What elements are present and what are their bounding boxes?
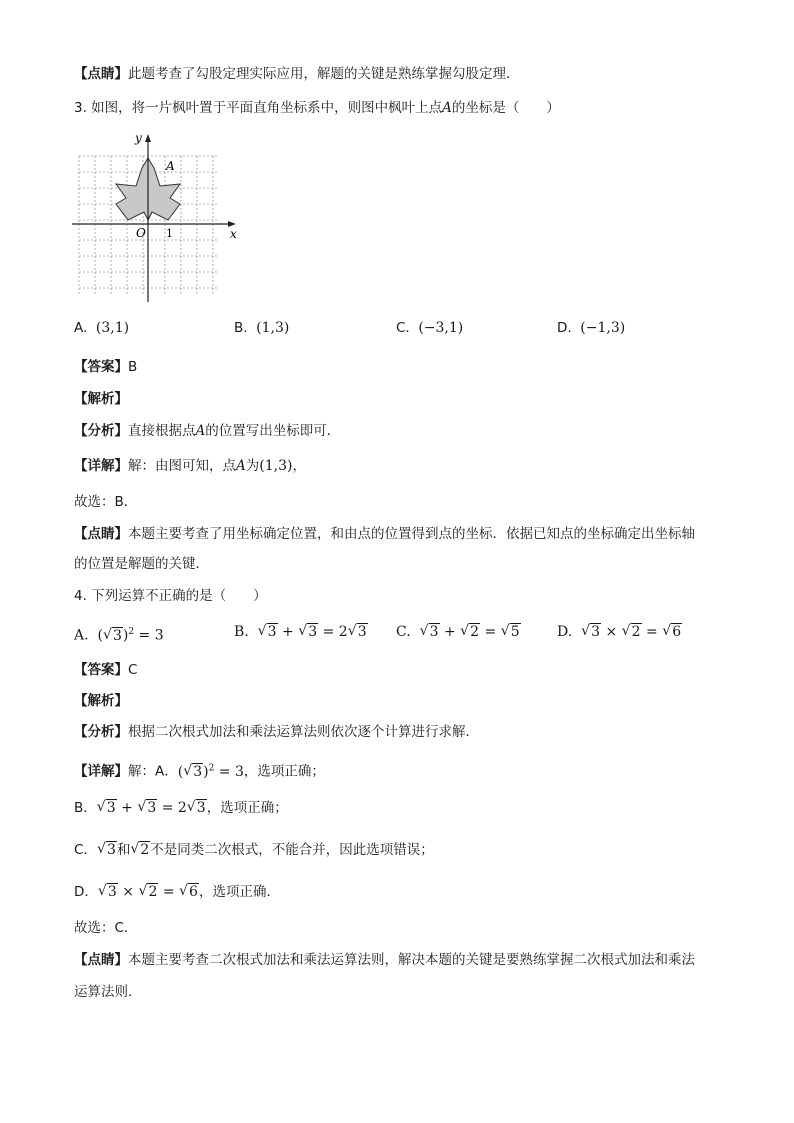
sqrt	[622, 622, 642, 642]
answer-value: B	[128, 359, 138, 375]
point-label: A	[442, 100, 452, 116]
sqrt	[179, 882, 199, 902]
sqrt	[258, 622, 278, 642]
radicand: 3	[357, 624, 367, 640]
radicand: 3	[106, 800, 116, 816]
sqrt	[298, 622, 318, 642]
option-key: A.	[74, 627, 89, 644]
detail-suffix: ，选项正确．	[198, 884, 280, 900]
q3-analysis-tag	[74, 389, 128, 409]
detail-prefix: C．	[74, 842, 97, 858]
stem-text-end: 的坐标是（ ）	[451, 100, 560, 116]
fenxi-tag: 【分析】	[74, 724, 128, 740]
point-label: A	[236, 458, 246, 474]
q3-option-c	[396, 318, 463, 338]
radicand: 3	[193, 763, 203, 780]
paren: )	[203, 763, 209, 780]
paren: (	[97, 627, 103, 644]
q4-answer	[74, 660, 137, 680]
detail-tag: 【详解】	[74, 458, 128, 474]
q4-option-c	[396, 622, 521, 642]
comment-text: 本题主要考查二次根式加法和乘法运算法则，解决本题的关键是要熟练掌握二次根式加法和乘法	[128, 952, 695, 968]
fenxi-tag: 【分析】	[74, 423, 128, 439]
option-value: (−3,1)	[418, 320, 464, 336]
answer-tag: 【答案】	[74, 662, 128, 678]
q3-stem	[74, 98, 560, 118]
sqrt	[581, 622, 601, 642]
q3-comment-line1	[74, 524, 695, 544]
detail-suffix: ，选项正确；	[243, 763, 325, 780]
comment-text: 本题主要考查了用坐标确定位置，和由点的位置得到点的坐标．依据已知点的坐标确定出坐标轴	[128, 526, 695, 542]
equals: =	[158, 884, 180, 900]
operator: +	[439, 624, 461, 640]
detail-text: 解：由图可知，点	[128, 458, 236, 474]
q4-comment-line2: 运算法则．	[74, 984, 142, 1000]
detail-text-mid: 为	[245, 458, 260, 474]
sqrt	[348, 622, 368, 642]
q3-option-a	[74, 318, 129, 338]
detail-text-end: ，	[292, 458, 306, 474]
radicand: 3	[196, 800, 206, 816]
radicand: 6	[189, 884, 198, 900]
q4-analysis-tag	[74, 691, 128, 711]
radicand: 3	[591, 624, 601, 640]
stem-text: 3. 如图，将一片枫叶置于平面直角坐标系中，则图中枫叶上点	[74, 100, 443, 116]
sqrt	[460, 622, 480, 642]
equals: =	[641, 624, 663, 640]
analysis-tag: 【解析】	[74, 693, 128, 709]
rest: = 3	[214, 763, 244, 780]
comment-text: 此题考查了勾股定理实际应用，解题的关键是熟练掌握勾股定理．	[128, 66, 520, 82]
q3-option-d	[557, 318, 625, 338]
equals: = 2	[157, 800, 187, 816]
sqrt	[97, 840, 117, 860]
option-value: (−1,3)	[580, 320, 626, 336]
radicand: 3	[106, 842, 116, 858]
option-key: D.	[557, 624, 573, 640]
comment-tag: 【点睛】	[74, 66, 128, 82]
detail-prefix: B．	[74, 800, 97, 816]
q3-fenxi	[74, 421, 340, 441]
answer-tag: 【答案】	[74, 359, 128, 375]
radicand: 2	[140, 842, 150, 858]
expr	[97, 800, 207, 816]
sqrt	[97, 798, 117, 818]
q4-option-b	[234, 622, 368, 642]
q4-option-a	[74, 622, 164, 646]
sqrt	[138, 882, 158, 902]
option-key: C.	[396, 320, 410, 336]
option-value: (1,3)	[256, 320, 290, 336]
sqrt	[183, 762, 203, 782]
radicand: 2	[148, 884, 158, 900]
sqrt	[501, 622, 521, 642]
q4-option-d	[557, 622, 682, 642]
radicand: 6	[672, 624, 682, 640]
point-a-label: A	[166, 159, 175, 173]
point-label: A	[195, 423, 206, 439]
exponent: 2	[208, 763, 215, 773]
radicand: 3	[112, 627, 122, 644]
maple-leaf-coordinate-figure	[72, 128, 247, 308]
q4-comment-line1	[74, 950, 695, 970]
detail-suffix: 不是同类二次根式，不能合并，因此选项错误；	[150, 842, 434, 858]
unit-label: 1	[166, 227, 173, 240]
option-key: C.	[396, 624, 411, 640]
rest: = 3	[134, 627, 164, 644]
q3-option-b	[234, 318, 289, 338]
origin-label: O	[136, 226, 146, 240]
comment-tag: 【点睛】	[74, 952, 128, 968]
radicand: 3	[107, 884, 117, 900]
answer-value: C	[128, 662, 138, 678]
q4-stem: 4. 下列运算不正确的是（ ）	[74, 588, 267, 604]
sqrt	[103, 626, 123, 646]
detail-prefix: D．	[74, 884, 98, 900]
fenxi-text: 直接根据点	[128, 423, 196, 439]
radicand: 2	[470, 624, 480, 640]
q3-choose: 故选：B．	[74, 494, 138, 510]
operator: +	[277, 624, 299, 640]
q3-comment-line2: 的位置是解题的关键．	[74, 556, 209, 572]
fenxi-text: 根据二次根式加法和乘法运算法则依次逐个计算进行求解．	[128, 724, 479, 740]
equals: =	[480, 624, 501, 640]
operator: ×	[601, 624, 622, 640]
equals: = 2	[318, 624, 348, 640]
expr	[98, 884, 199, 900]
sqrt	[137, 798, 157, 818]
paren: (	[177, 763, 184, 780]
radicand: 3	[147, 800, 157, 816]
detail-suffix: ，选项正确；	[206, 800, 288, 816]
coordinate: (1,3)	[259, 458, 293, 474]
option-key: B.	[234, 320, 248, 336]
y-label: y	[135, 131, 142, 145]
operator: ×	[117, 884, 139, 900]
q4-fenxi	[74, 722, 479, 742]
radicand: 3	[429, 624, 439, 640]
radicand: 2	[631, 624, 641, 640]
option-key: B.	[234, 624, 249, 640]
paren: )	[122, 627, 129, 644]
operator: +	[116, 800, 138, 816]
q4-detail-a	[74, 758, 325, 782]
expr	[178, 764, 244, 780]
q2-comment	[74, 64, 520, 84]
option-key: A.	[74, 320, 88, 336]
option-value: (3,1)	[95, 320, 130, 336]
fenxi-text-end: 的位置写出坐标即可．	[205, 423, 341, 439]
analysis-tag: 【解析】	[74, 391, 128, 407]
exponent: 2	[128, 627, 135, 637]
conjunction: 和	[116, 842, 131, 858]
sqrt	[130, 840, 150, 860]
sqrt	[662, 622, 682, 642]
q3-detail	[74, 456, 306, 476]
q3-answer	[74, 357, 137, 377]
q4-detail-c	[74, 840, 434, 860]
q4-detail-d	[74, 882, 280, 902]
q4-detail-b	[74, 798, 288, 818]
radicand: 3	[267, 624, 277, 640]
detail-tag: 【详解】	[74, 763, 128, 780]
x-label: x	[230, 227, 237, 241]
option-key: D.	[557, 320, 572, 336]
sqrt	[98, 882, 118, 902]
detail-prefix: 解：A．	[128, 763, 178, 780]
q4-choose: 故选：C．	[74, 920, 138, 936]
comment-tag: 【点睛】	[74, 526, 128, 542]
sqrt	[420, 622, 440, 642]
y-axis-arrow	[145, 134, 151, 142]
radicand: 3	[308, 624, 318, 640]
radicand: 5	[510, 624, 520, 640]
sqrt	[187, 798, 207, 818]
